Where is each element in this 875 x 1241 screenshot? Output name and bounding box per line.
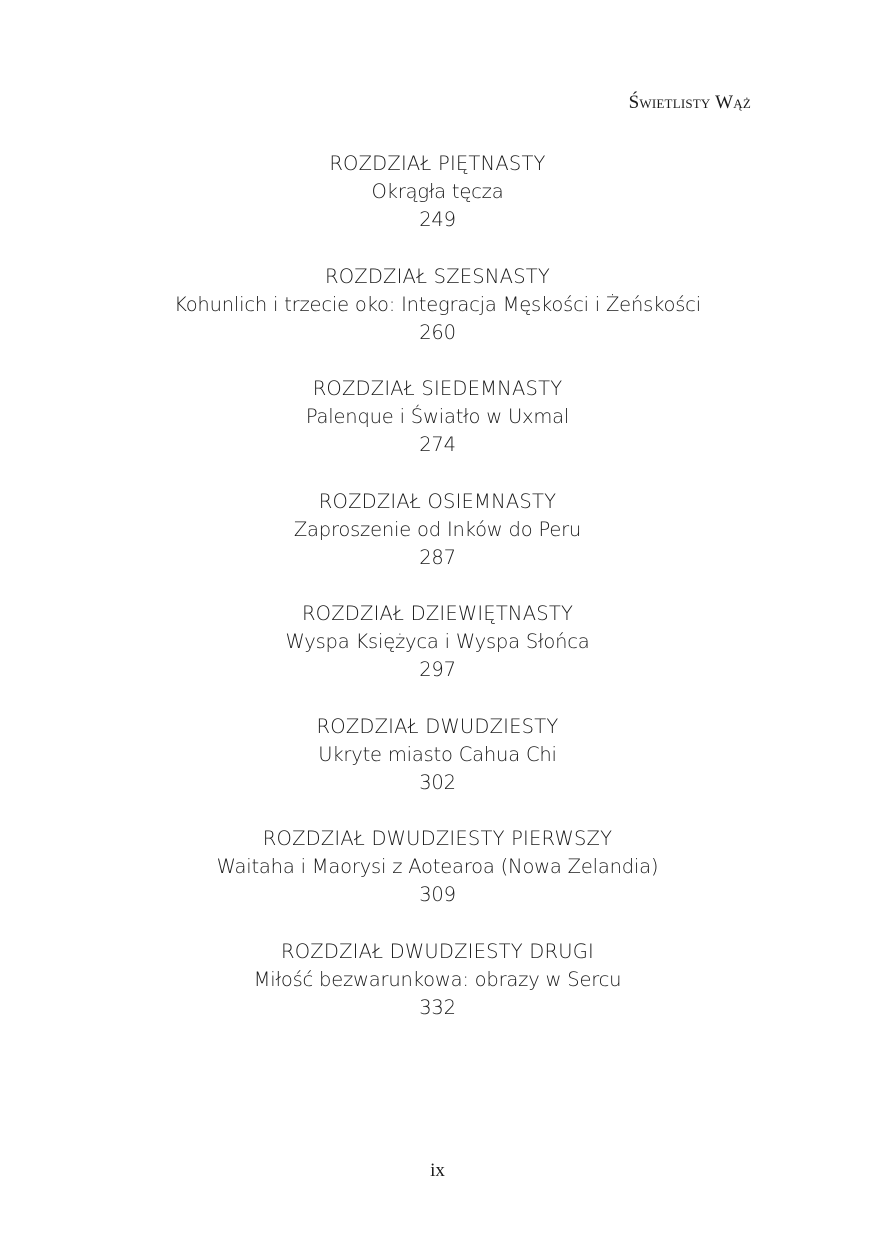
chapter-page-number: 297 (419, 658, 456, 681)
chapter-label: ROZDZIAŁ PIĘTNASTY (329, 152, 546, 175)
chapter-title: Waitaha i Maorysi z Aotearoa (Nowa Zelandia) (216, 855, 659, 878)
chapter-label: ROZDZIAŁ DWUDZIESTY DRUGI (281, 939, 594, 963)
chapter-page-number: 274 (419, 433, 456, 456)
chapter-title: Wyspa Księżyca i Wyspa Słońca (285, 630, 590, 653)
toc-entry (0, 375, 875, 488)
running-header: Świetlisty Wąż (628, 92, 751, 113)
chapter-page-number: 309 (419, 883, 456, 906)
toc-entry (0, 600, 875, 713)
toc-entry (0, 150, 875, 263)
chapter-title: Palenque i Światło w Uxmal (305, 405, 570, 428)
chapter-page-number: 260 (419, 320, 456, 344)
chapter-label: ROZDZIAŁ OSIEMNASTY (318, 489, 557, 513)
toc-entry (0, 263, 875, 376)
chapter-label: ROZDZIAŁ SZESNASTY (324, 264, 551, 288)
chapter-label: ROZDZIAŁ DWUDZIESTY (316, 714, 559, 738)
chapter-title: Okrągła tęcza (371, 180, 504, 203)
chapter-title: Miłość bezwarunkowa: obrazy w Sercu (253, 967, 622, 991)
chapter-title: Zaproszenie od Inków do Peru (293, 517, 582, 541)
chapter-page-number: 249 (419, 208, 456, 231)
toc-entry (0, 938, 875, 1051)
chapter-label: ROZDZIAŁ DWUDZIESTY PIERWSZY (262, 827, 613, 850)
toc-entry (0, 713, 875, 826)
toc-entry (0, 825, 875, 938)
chapter-page-number: 287 (419, 545, 456, 569)
chapter-label: ROZDZIAŁ DZIEWIĘTNASTY (301, 602, 574, 625)
table-of-contents (0, 150, 875, 1050)
chapter-label: ROZDZIAŁ SIEDEMNASTY (312, 377, 563, 400)
chapter-page-number: 302 (419, 770, 456, 794)
page-number: ix (430, 1160, 445, 1181)
chapter-page-number: 332 (419, 995, 456, 1019)
toc-entry (0, 488, 875, 601)
chapter-title: Kohunlich i trzecie oko: Integracja Męskości i Żeńskości (174, 292, 701, 316)
chapter-title: Ukryte miasto Cahua Chi (318, 742, 557, 766)
